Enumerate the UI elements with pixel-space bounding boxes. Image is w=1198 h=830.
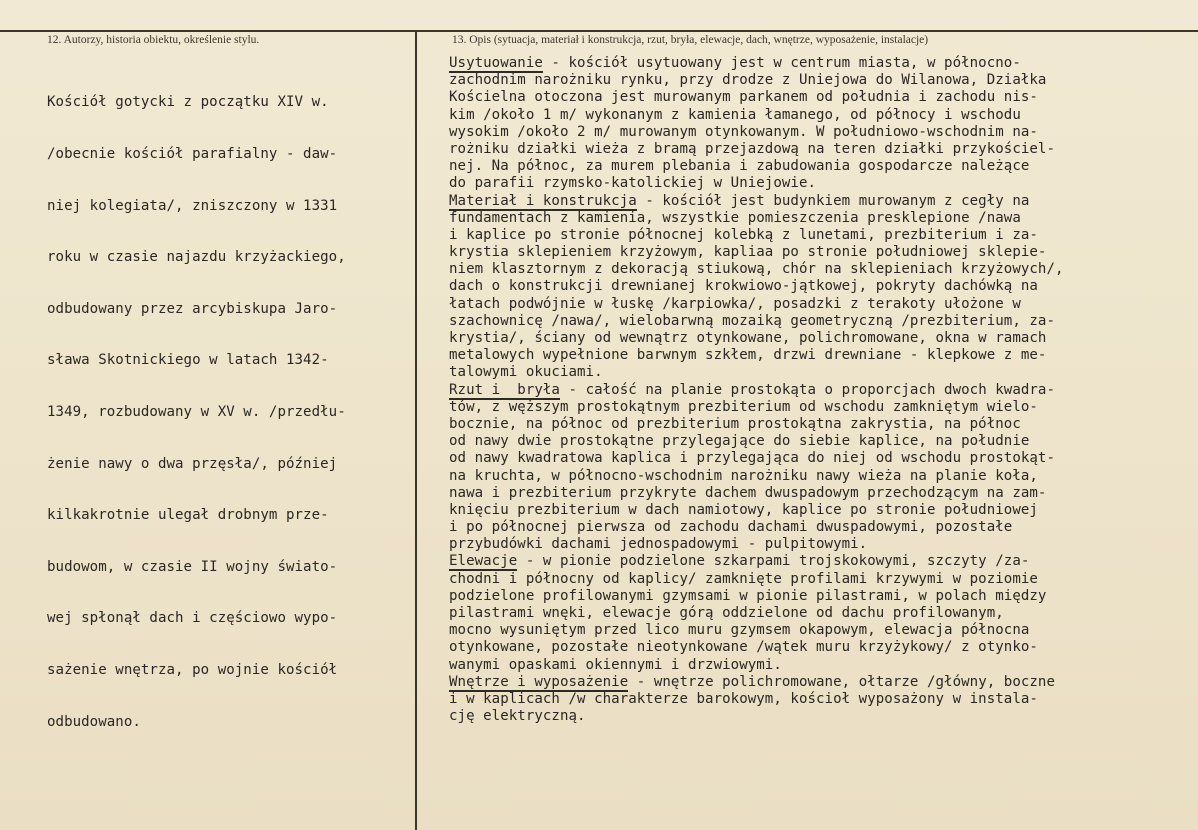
text-line: niej kolegiata/, zniszczony w 1331 — [47, 197, 338, 214]
text-line: odbudowany przez arcybiskupa Jaro- — [47, 300, 338, 317]
section-line — [449, 674, 1064, 691]
left-column-header: 12. Autorzy, historia obiektu, określenie stylu. — [47, 34, 260, 46]
header-divider — [0, 30, 1198, 32]
line-text: szachownicę /nawa/, wielobarwną mozaiką geometryczną /prezbiterium, za- — [449, 312, 1055, 329]
section-line — [449, 55, 1064, 72]
line-text: krystia/, ściany od wewnątrz otynkowane, polichromowane, okna w ramach — [449, 330, 1047, 346]
section-line — [449, 193, 1064, 210]
line-text: podzielone profilowanymi gzymsami w pionie pilastrami, w polach między — [449, 587, 1047, 604]
line-text: wanymi opaskami okiennymi i drzwiowymi. — [449, 656, 782, 673]
text-line — [449, 278, 1064, 295]
text-line — [449, 330, 1064, 347]
text-line — [449, 107, 1064, 124]
text-line — [449, 519, 1064, 536]
line-text: metalowych wypełnione barwnym szkłem, drzwi drewniane - klepkowe z me- — [449, 347, 1047, 364]
line-text: wysokim /około 2 m/ murowanym otynkowanym. W południowo-wschodnim na- — [449, 123, 1038, 140]
section-heading: Usytuowanie — [449, 55, 543, 71]
line-text: krystia sklepieniem krzyżowym, kapliaa po stronie południowej sklepie- — [449, 244, 1047, 261]
column-divider — [415, 30, 417, 830]
text-line — [449, 296, 1064, 313]
text-line — [449, 691, 1064, 708]
text-line — [449, 536, 1064, 553]
line-text: knięciu prezbiterium w dach namiotowy, kaplice po stronie południowej — [449, 501, 1038, 518]
line-text: rożniku działki wieża z bramą przejazdową na teren działki przykościel- — [449, 140, 1055, 157]
text-line: kilkakrotnie ulegał drobnym prze- — [47, 507, 329, 524]
text-line — [449, 175, 1064, 192]
text-line — [449, 399, 1064, 416]
text-line — [449, 89, 1064, 106]
description-text — [449, 55, 1064, 725]
text-line — [449, 210, 1064, 227]
text-line — [449, 261, 1064, 278]
text-line: budowom, w czasie II wojny świato- — [47, 558, 338, 575]
text-line — [449, 72, 1064, 89]
text-line: sława Skotnickiego w latach 1342- — [47, 352, 329, 369]
text-line — [449, 571, 1064, 588]
text-line — [449, 605, 1064, 622]
text-line — [449, 639, 1064, 656]
line-text: zachodnim narożniku rynku, przy drodze z Uniejowa do Wilanowa, Działka — [449, 72, 1047, 89]
text-line: 1349, rozbudowany w XV w. /przedłu- — [47, 403, 346, 420]
right-column-header: 13. Opis (sytuacja, materiał i konstrukcja, rzut, bryła, elewacje, dach, wnętrze, wyposażenie, instalacje) — [452, 34, 929, 46]
text-line — [449, 657, 1064, 674]
text-line — [449, 416, 1064, 433]
line-text: i po północnej pierwsza od zachodu dachami dwuspadowymi, pozostałe — [449, 519, 1013, 536]
history-text — [47, 60, 346, 765]
line-text: do parafii rzymsko-katolickiej w Uniejowie. — [449, 175, 817, 192]
section-heading: Rzut i bryła — [449, 381, 560, 398]
text-line: Kościół gotycki z początku XIV w. — [47, 94, 329, 111]
line-text: dach o konstrukcji drewnianej krokwiowo-jątkowej, pokryty dachówką na — [449, 278, 1038, 295]
text-line — [449, 468, 1064, 485]
text-line — [449, 502, 1064, 519]
section-heading: Elewacje — [449, 553, 518, 570]
section-line — [449, 553, 1064, 570]
line-text: - kościół jest budynkiem murowanym z cegły na — [636, 192, 1030, 209]
line-text: przybudówki dachami jednospadowymi - pulpitowymi. — [449, 536, 868, 553]
line-text: nej. Na północ, za murem plebania i zabudowania gospodarcze należące — [449, 158, 1030, 175]
text-line — [449, 124, 1064, 141]
line-text: od nawy kwadratowa kaplica i przylegająca do niej od wschodu prostokąt- — [449, 450, 1055, 467]
text-line — [449, 244, 1064, 261]
line-text: bocznie, na północ od prezbiterium prostokątna zakrystia, na północ — [449, 415, 1021, 432]
text-line — [449, 622, 1064, 639]
line-text: fundamentach z kamienia, wszystkie pomieszczenia presklepione /nawa — [449, 209, 1021, 226]
text-line — [449, 708, 1064, 725]
text-line — [449, 313, 1064, 330]
text-line — [449, 364, 1064, 381]
text-line — [449, 433, 1064, 450]
line-text: kim /około 1 m/ wykonanym z kamienia łamanego, od północy i wschodu — [449, 106, 1021, 123]
line-text: - wnętrze polichromowane, ołtarze /główny, boczne — [628, 673, 1056, 690]
line-text: - całość na planie prostokąta o proporcjach dwoch kwadra- — [559, 381, 1056, 398]
text-line — [449, 485, 1064, 502]
line-text: na kruchta, w północno-wschodnim narożniku nawy wieża na planie koła, — [449, 467, 1038, 484]
text-line — [449, 158, 1064, 175]
section-heading: Wnętrze i wyposażenie — [449, 673, 629, 690]
line-text: Kościelna otoczona jest murowanym parkanem od południa i zachodu nis- — [449, 89, 1038, 106]
text-line — [449, 347, 1064, 364]
line-text: - w pionie podzielone szkarpami trojskokowymi, szczyty /za- — [517, 553, 1030, 570]
text-line: wej spłonął dach i częściowo wypo- — [47, 610, 338, 627]
section-line — [449, 382, 1064, 399]
line-text: otynkowane, pozostałe nieotynkowane /wątek muru krzyżykowy/ z otynko- — [449, 639, 1038, 656]
text-line: odbudowano. — [47, 713, 141, 730]
text-line — [449, 141, 1064, 158]
text-line — [449, 227, 1064, 244]
line-text: od nawy dwie prostokątne przylegające do siebie kaplice, na południe — [449, 433, 1030, 450]
text-line — [449, 450, 1064, 467]
line-text: talowymi okuciami. — [449, 364, 603, 381]
text-line: /obecnie kościół parafialny - daw- — [47, 146, 338, 162]
text-line — [449, 588, 1064, 605]
line-text: pilastrami wnęki, elewacje górą oddzielone od dachu profilowanym, — [449, 605, 1004, 621]
line-text: mocno wysuniętym przed lico muru gzymsem okapowym, elewacja północna — [449, 622, 1030, 639]
line-text: niem klasztornym z dekoracją stiukową, chór na sklepieniach krzyżowych/, — [449, 261, 1064, 278]
line-text: łatach podwójnie w łuskę /karpiowka/, posadzki z terakoty ułożone w — [449, 295, 1021, 312]
line-text: tów, z węższym prostokątnym prezbiterium od wschodu zamkniętym wielo- — [449, 398, 1038, 415]
text-line: żenie nawy o dwa przęsła/, później — [47, 455, 338, 472]
section-heading: Materiał i konstrukcja — [449, 192, 637, 209]
line-text: i kaplice po stronie północnej kolebką z lunetami, prezbiterium i za- — [449, 226, 1038, 243]
line-text: i w kaplicach /w charakterze barokowym, kościoł wyposażony w instala- — [449, 690, 1038, 707]
line-text: nawa i prezbiterium przykryte dachem dwuspadowym przechodzącym na zam- — [449, 484, 1047, 501]
text-line: sażenie wnętrza, po wojnie kościół — [47, 661, 338, 678]
line-text: chodni i północny od kaplicy/ zamknięte profilami krzywymi w poziomie — [449, 570, 1038, 587]
line-text: - kościół usytuowany jest w centrum miasta, w północno- — [542, 55, 1021, 71]
text-line: roku w czasie najazdu krzyżackiego, — [47, 249, 346, 266]
line-text: cję elektryczną. — [449, 708, 586, 725]
